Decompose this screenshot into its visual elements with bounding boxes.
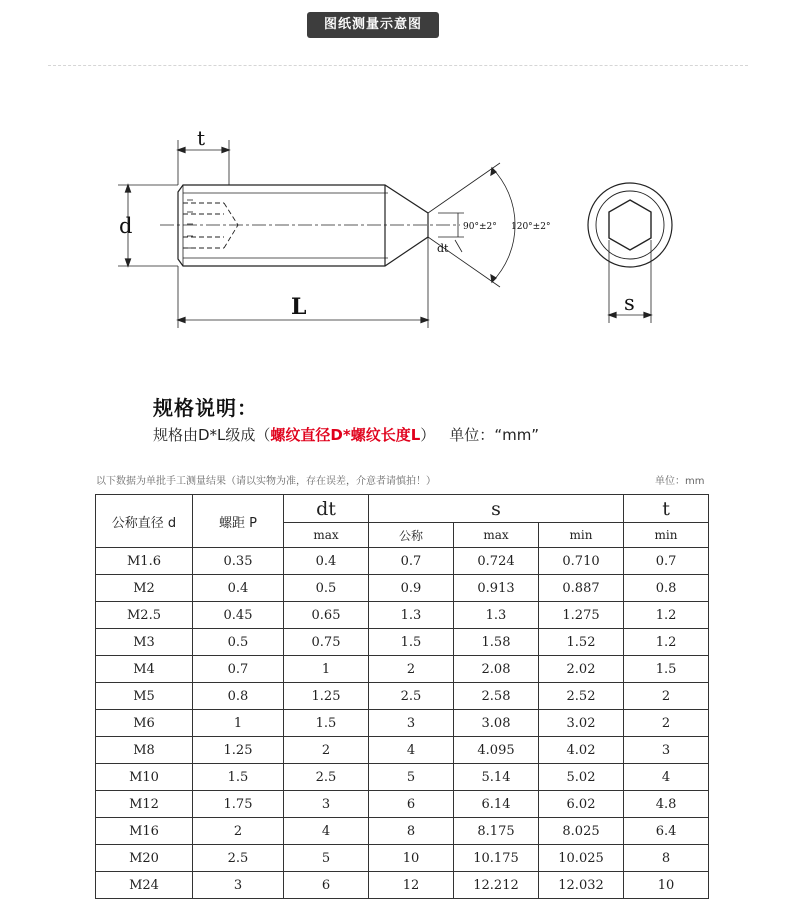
table-cell: 5.02 [539, 764, 624, 791]
d-label: d [119, 214, 133, 238]
table-cell: 1.3 [454, 602, 539, 629]
table-cell: 4.8 [624, 791, 709, 818]
header-t-min: min [624, 523, 709, 548]
header-nominal: 公称直径 d [96, 495, 193, 548]
table-cell: M10 [96, 764, 193, 791]
table-cell: 0.9 [369, 575, 454, 602]
table-cell: 8.025 [539, 818, 624, 845]
table-cell: 5.14 [454, 764, 539, 791]
unit-label: 单位： [449, 426, 495, 444]
angle-90-label: 90°±2° [463, 222, 497, 232]
table-cell: 10 [369, 845, 454, 872]
spec-prefix: 规格由D*L级成（ [153, 426, 271, 444]
table-cell: M6 [96, 710, 193, 737]
table-row [96, 656, 709, 683]
table-cell: M1.6 [96, 548, 193, 575]
table-cell: M3 [96, 629, 193, 656]
table-cell: 1.2 [624, 629, 709, 656]
table-cell: 8 [624, 845, 709, 872]
table-cell: 1 [193, 710, 284, 737]
table-cell: 2 [284, 737, 369, 764]
table-cell: 0.7 [193, 656, 284, 683]
table-cell: 2 [369, 656, 454, 683]
header-t: t [624, 495, 709, 523]
table-cell: 5 [284, 845, 369, 872]
table-row [96, 764, 709, 791]
table-row [96, 710, 709, 737]
table-cell: 0.35 [193, 548, 284, 575]
hex-socket [609, 200, 651, 250]
table-cell: 0.7 [624, 548, 709, 575]
table-row [96, 872, 709, 899]
table-row [96, 845, 709, 872]
table-cell: 2.08 [454, 656, 539, 683]
spec-title: 规格说明： [153, 396, 258, 420]
table-row [96, 683, 709, 710]
table-cell: 2 [624, 683, 709, 710]
table-cell: 2.5 [193, 845, 284, 872]
L-label: L [291, 294, 307, 320]
table-row [96, 818, 709, 845]
table-cell: 0.5 [193, 629, 284, 656]
dotted-divider [48, 65, 748, 66]
header-s-nominal: 公称 [369, 523, 454, 548]
header-s-min: min [539, 523, 624, 548]
table-cell: M4 [96, 656, 193, 683]
table-cell: 0.8 [193, 683, 284, 710]
table-cell: 1.25 [193, 737, 284, 764]
table-row [96, 737, 709, 764]
table-cell: 10.025 [539, 845, 624, 872]
table-cell: 4 [624, 764, 709, 791]
end-view-outer [588, 183, 672, 267]
table-cell: 0.8 [624, 575, 709, 602]
spec-suffix: ） [420, 426, 436, 444]
table-cell: 3.02 [539, 710, 624, 737]
table-unit: 单位：mm [655, 476, 705, 487]
table-cell: 3 [284, 791, 369, 818]
table-cell: 4 [369, 737, 454, 764]
table-cell: 4.095 [454, 737, 539, 764]
table-cell: 1.5 [193, 764, 284, 791]
table-cell: M5 [96, 683, 193, 710]
table-cell: 12.032 [539, 872, 624, 899]
table-row [96, 548, 709, 575]
table-cell: 2.5 [369, 683, 454, 710]
table-cell: 0.887 [539, 575, 624, 602]
table-cell: 1 [284, 656, 369, 683]
table-cell: 3 [624, 737, 709, 764]
table-cell: 1.5 [284, 710, 369, 737]
table-cell: M20 [96, 845, 193, 872]
t-label: t [197, 126, 206, 150]
table-cell: 0.4 [193, 575, 284, 602]
unit-value: “mm” [494, 426, 540, 444]
table-cell: 2.58 [454, 683, 539, 710]
dt-label: dt [437, 242, 449, 255]
table-row [96, 602, 709, 629]
header-title: 图纸测量示意图 [307, 12, 439, 38]
table-cell: 3 [193, 872, 284, 899]
measurement-note: 以下数据为单批手工测量结果（请以实物为准，存在误差，介意者请慎拍！） [96, 476, 436, 487]
table-cell: 6 [284, 872, 369, 899]
header-dt-max: max [284, 523, 369, 548]
screw-body [178, 185, 428, 266]
header-dt: dt [284, 495, 369, 523]
table-cell: 0.75 [284, 629, 369, 656]
table-cell: 2 [624, 710, 709, 737]
table-cell: 1.5 [624, 656, 709, 683]
table-cell: 6.4 [624, 818, 709, 845]
table-cell: 0.65 [284, 602, 369, 629]
header-s: s [369, 495, 624, 523]
table-cell: 3 [369, 710, 454, 737]
table-cell: M16 [96, 818, 193, 845]
table-cell: 0.45 [193, 602, 284, 629]
table-row [96, 575, 709, 602]
table-cell: 5 [369, 764, 454, 791]
table-cell: 6.14 [454, 791, 539, 818]
table-cell: 4 [284, 818, 369, 845]
table-cell: 2.5 [284, 764, 369, 791]
table-cell: 1.5 [369, 629, 454, 656]
table-cell: 1.58 [454, 629, 539, 656]
table-cell: 10.175 [454, 845, 539, 872]
table-row [96, 791, 709, 818]
table-cell: 6 [369, 791, 454, 818]
table-cell: 8 [369, 818, 454, 845]
table-cell: 1.3 [369, 602, 454, 629]
header-s-max: max [454, 523, 539, 548]
table-cell: 1.75 [193, 791, 284, 818]
table-cell: M2.5 [96, 602, 193, 629]
technical-drawing [0, 80, 790, 340]
spec-highlight: 螺纹直径D*螺纹长度L [270, 426, 421, 444]
table-cell: 1.25 [284, 683, 369, 710]
table-cell: 2 [193, 818, 284, 845]
table-cell: 12.212 [454, 872, 539, 899]
spec-description [153, 424, 539, 445]
table-cell: 3.08 [454, 710, 539, 737]
header-pitch: 螺距 P [193, 495, 284, 548]
table-cell: 0.710 [539, 548, 624, 575]
table-cell: 8.175 [454, 818, 539, 845]
table-cell: 12 [369, 872, 454, 899]
table-cell: 4.02 [539, 737, 624, 764]
table-cell: 0.4 [284, 548, 369, 575]
table-cell: M24 [96, 872, 193, 899]
table-cell: M12 [96, 791, 193, 818]
table-cell: 6.02 [539, 791, 624, 818]
table-cell: 2.02 [539, 656, 624, 683]
table-cell: 0.913 [454, 575, 539, 602]
table-cell: M2 [96, 575, 193, 602]
table-cell: 0.724 [454, 548, 539, 575]
table-cell: 1.2 [624, 602, 709, 629]
table-cell: 10 [624, 872, 709, 899]
table-cell: 2.52 [539, 683, 624, 710]
table-cell: 0.5 [284, 575, 369, 602]
angle-120-label: 120°±2° [511, 222, 551, 232]
spec-table [95, 494, 709, 899]
table-cell: 1.275 [539, 602, 624, 629]
table-cell: 1.52 [539, 629, 624, 656]
table-cell: 0.7 [369, 548, 454, 575]
s-label: s [624, 291, 635, 315]
table-row [96, 629, 709, 656]
table-cell: M8 [96, 737, 193, 764]
